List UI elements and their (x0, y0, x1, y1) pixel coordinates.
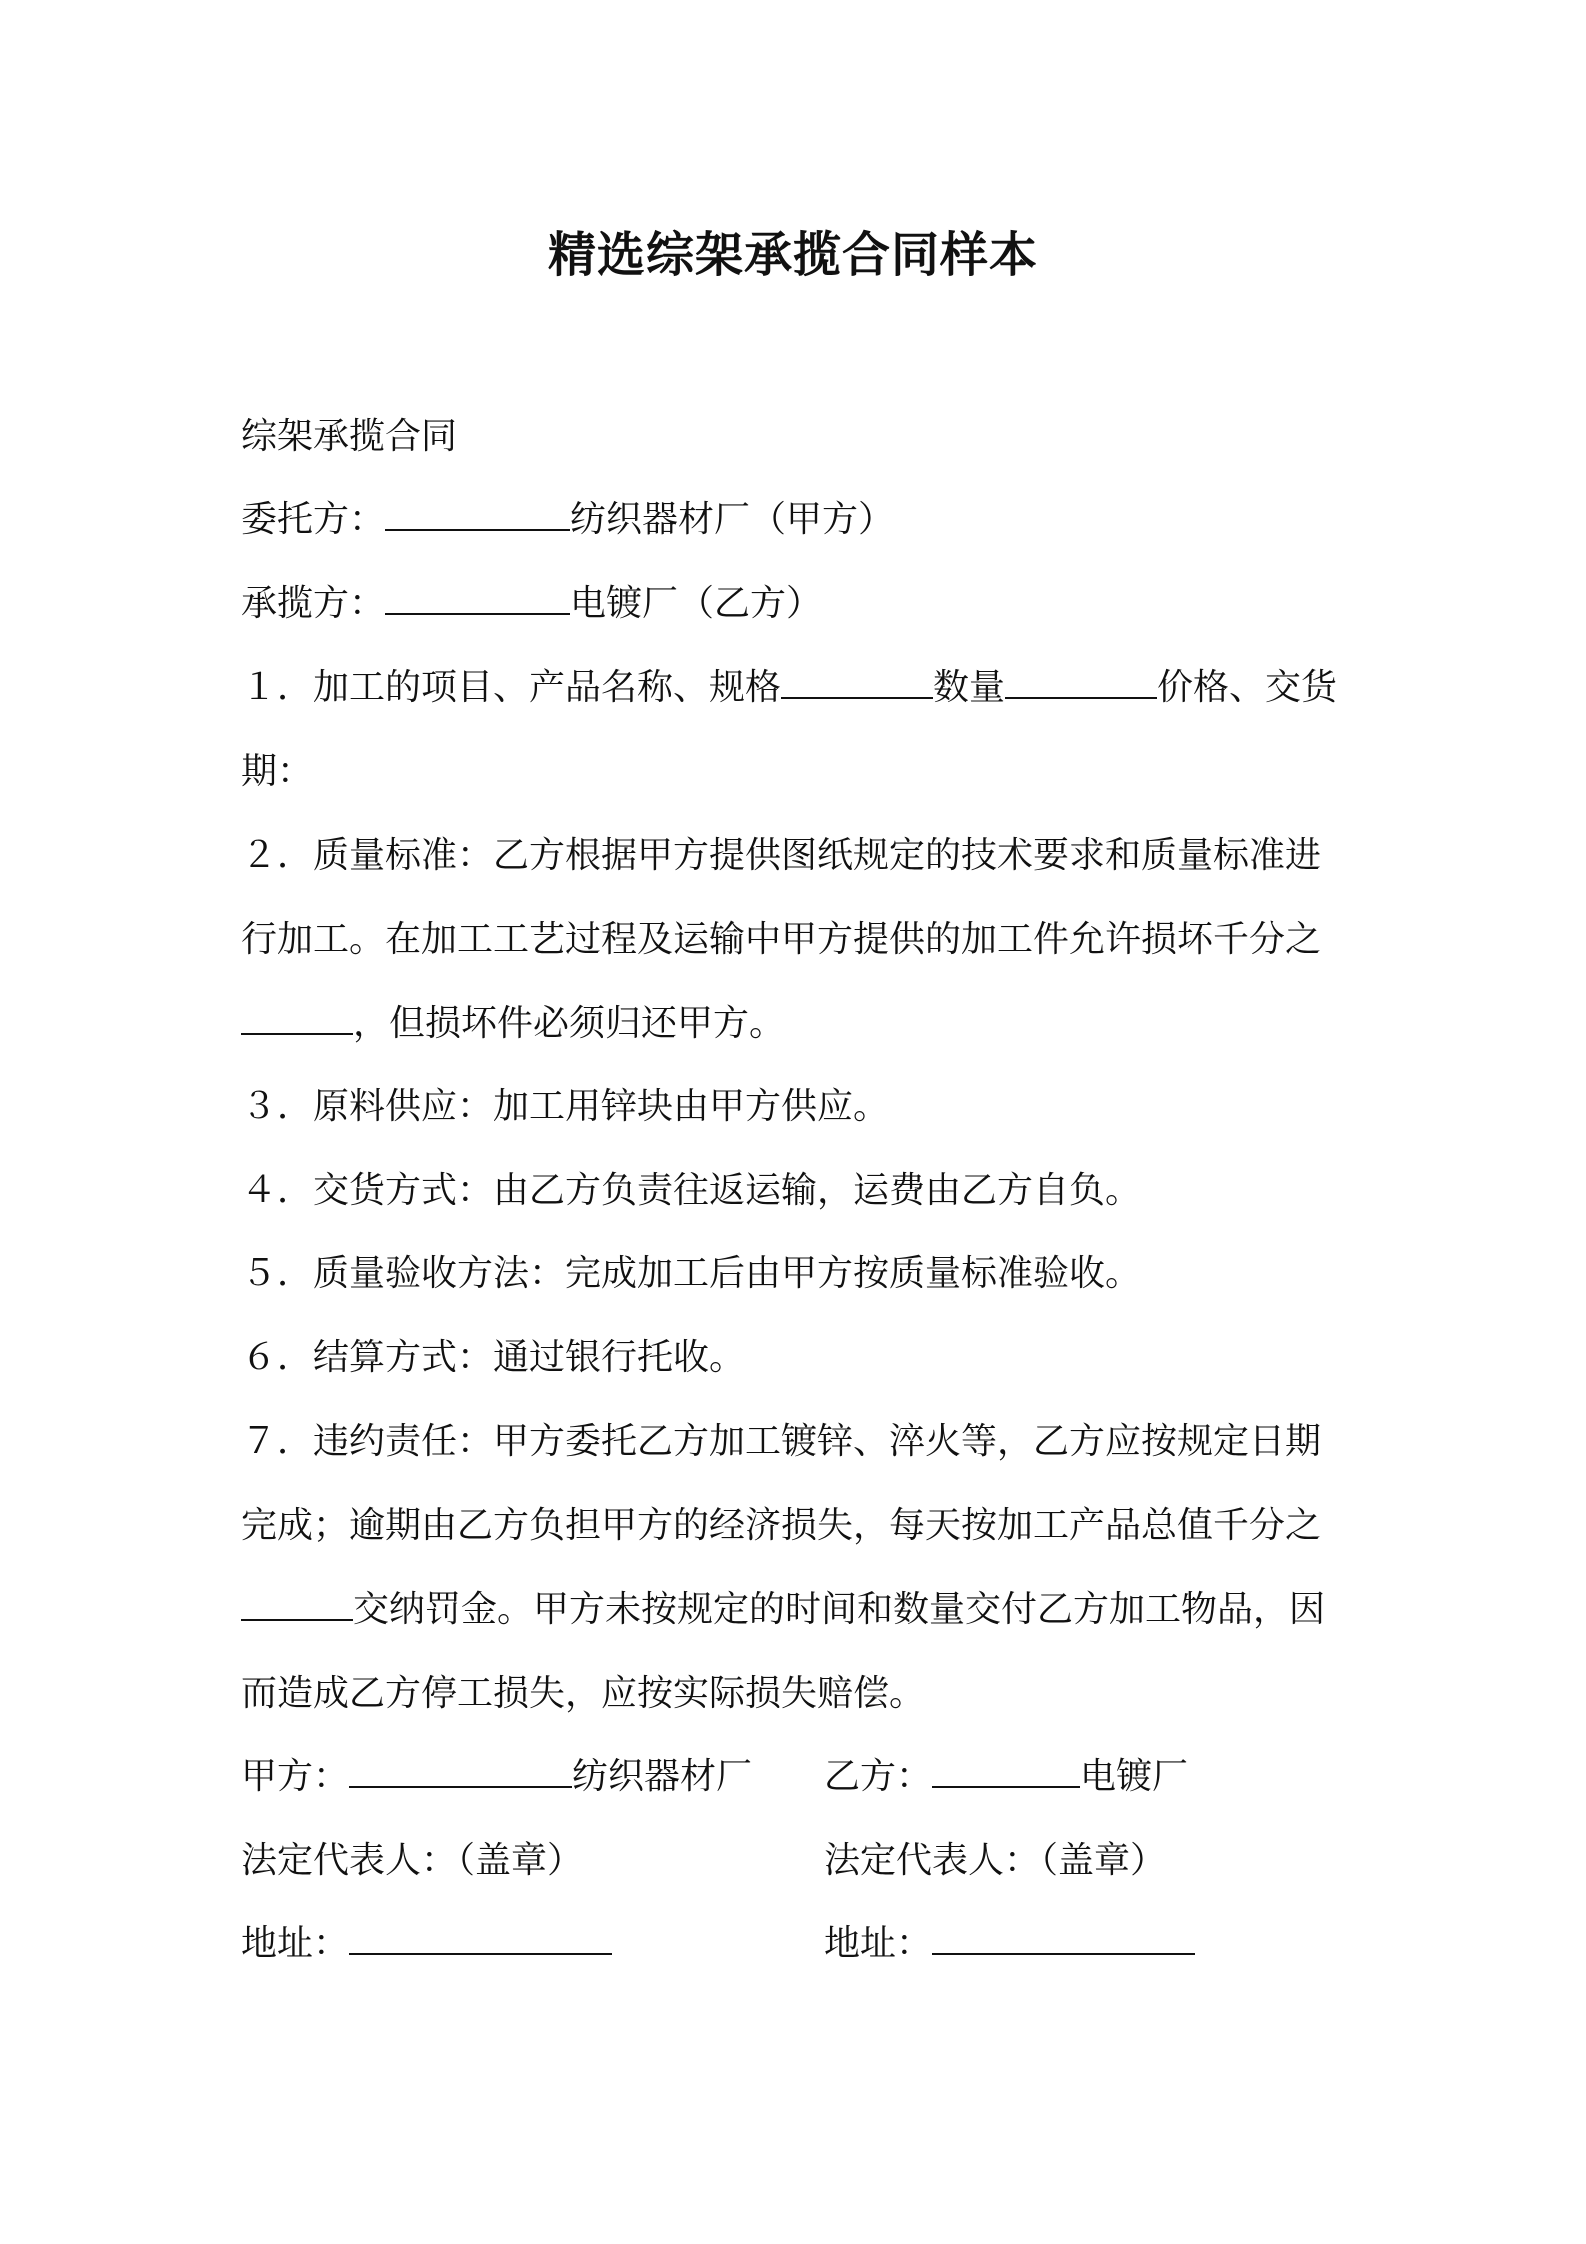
spec-blank[interactable] (781, 667, 933, 699)
contractor-suffix: 电镀厂（乙方） (570, 583, 823, 624)
clause-2-line-3 (241, 1000, 785, 1048)
clause-2-line-3-text: ，但损坏件必须归还甲方。 (353, 1003, 786, 1044)
client-line (241, 496, 894, 544)
party-a-representative: 法定代表人：（盖章） (241, 1840, 584, 1881)
party-b-line (824, 1753, 1188, 1801)
clause-1-line-2: 期： (241, 751, 314, 792)
penalty-rate-blank[interactable] (241, 1589, 353, 1621)
party-a-suffix: 纺织器材厂 (572, 1756, 753, 1797)
contractor-name-blank[interactable] (385, 583, 570, 615)
client-name-blank[interactable] (385, 499, 570, 531)
party-a-address-blank[interactable] (349, 1923, 612, 1955)
quantity-blank[interactable] (1005, 667, 1157, 699)
party-b-representative: 法定代表人：（盖章） (824, 1840, 1167, 1881)
party-b-address-line (824, 1920, 1195, 1968)
clause-5: ５．质量验收方法：完成加工后由甲方按质量标准验收。 (241, 1253, 1142, 1294)
party-b-address-blank[interactable] (932, 1923, 1195, 1955)
contractor-line (241, 580, 822, 628)
party-a-address-label: 地址： (241, 1923, 350, 1964)
party-a-line (241, 1753, 752, 1801)
clause-4: ４．交货方式：由乙方负责往返运输，运费由乙方自负。 (241, 1170, 1142, 1211)
clause-2-line-2: 行加工。在加工工艺过程及运输中甲方提供的加工件允许损坏千分之 (241, 919, 1322, 960)
clause-7-line-1: ７．违约责任：甲方委托乙方加工镀锌、淬火等，乙方应按规定日期 (241, 1421, 1322, 1462)
clause-7-line-3-text: 交纳罚金。甲方未按规定的时间和数量交付乙方加工物品，因 (353, 1589, 1326, 1630)
document-title: 精选综架承揽合同样本 (547, 227, 1038, 283)
party-a-address-line (241, 1920, 612, 1968)
clause-1-quantity-label: 数量 (933, 667, 1006, 708)
clause-3: ３．原料供应：加工用锌块由甲方供应。 (241, 1086, 890, 1127)
clause-7-line-4: 而造成乙方停工损失，应按实际损失赔偿。 (241, 1673, 926, 1714)
client-label: 委托方： (241, 499, 386, 540)
party-b-name-blank[interactable] (932, 1756, 1080, 1788)
contract-heading: 综架承揽合同 (241, 416, 458, 457)
party-b-label: 乙方： (824, 1756, 933, 1797)
clause-7-line-3 (241, 1586, 1325, 1634)
party-a-name-blank[interactable] (349, 1756, 572, 1788)
client-suffix: 纺织器材厂（甲方） (570, 499, 895, 540)
party-a-label: 甲方： (241, 1756, 350, 1797)
clause-7-line-2: 完成；逾期由乙方负担甲方的经济损失，每天按加工产品总值千分之 (241, 1505, 1322, 1546)
clause-1-suffix: 价格、交货 (1157, 667, 1338, 708)
clause-6: ６．结算方式：通过银行托收。 (241, 1337, 746, 1378)
party-b-address-label: 地址： (824, 1923, 933, 1964)
party-b-suffix: 电镀厂 (1080, 1756, 1189, 1797)
damage-rate-blank[interactable] (241, 1003, 353, 1035)
clause-1-line-1 (241, 664, 1337, 712)
clause-2-line-1: ２．质量标准：乙方根据甲方提供图纸规定的技术要求和质量标准进 (241, 835, 1322, 876)
contractor-label: 承揽方： (241, 583, 386, 624)
clause-1-prefix: １．加工的项目、产品名称、规格 (241, 667, 782, 708)
